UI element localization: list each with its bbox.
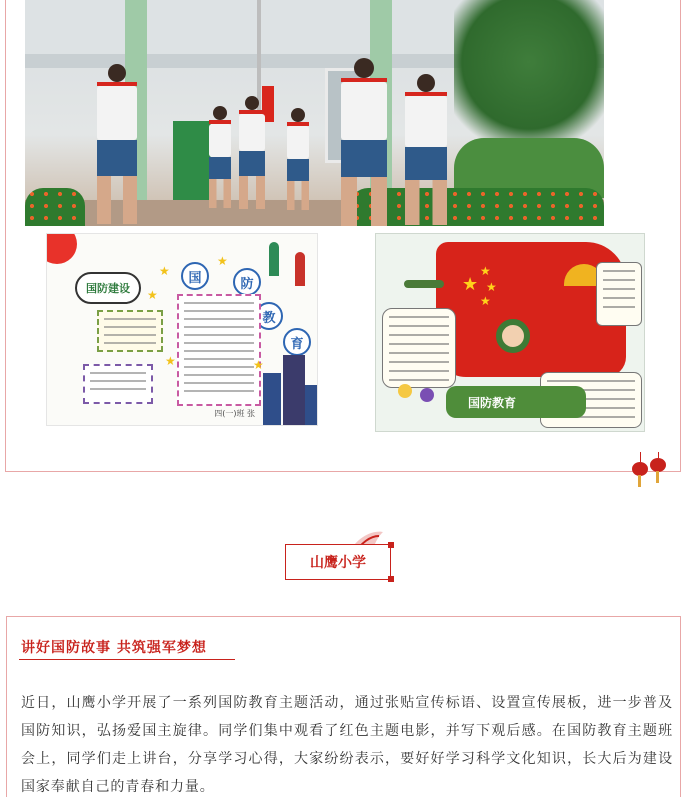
school-name: 山鹰小学: [285, 544, 391, 580]
sun-drawing: [46, 233, 77, 264]
star-icon: ★: [253, 358, 264, 372]
tank-label: 国防教育: [468, 396, 517, 410]
poster-text-box: [382, 308, 456, 388]
student: [287, 108, 309, 206]
star-icon: ★: [480, 264, 491, 278]
building-drawing: [263, 373, 281, 425]
poster-bubble: 教: [255, 302, 283, 330]
poster-bubble: 国: [181, 262, 209, 290]
poster-text-box: [97, 310, 163, 352]
poster-bubble: 育: [283, 328, 311, 356]
article-heading: 讲好国防故事 共筑强军梦想: [21, 640, 207, 656]
building-drawing: [305, 385, 318, 425]
green-door: [173, 121, 211, 201]
poster-text-box: [177, 294, 261, 406]
star-icon: ★: [217, 254, 228, 268]
student: [239, 96, 265, 206]
poster-text-box: [83, 364, 153, 404]
star-icon: ★: [480, 294, 491, 308]
poster-signature: 四(一)班 张: [214, 409, 255, 418]
defense-poster-left[interactable]: [46, 233, 318, 426]
flower-drawing: [420, 388, 434, 402]
building-drawing: [283, 355, 305, 425]
article-card: [6, 616, 681, 797]
flower-bed: [25, 188, 85, 226]
star-icon: ★: [486, 280, 497, 294]
student-speaker: [341, 58, 387, 226]
rocket-drawing: [295, 252, 305, 286]
student: [209, 106, 231, 204]
star-icon: ★: [462, 274, 479, 295]
photo-card: [5, 0, 681, 472]
defense-poster-right[interactable]: [375, 233, 645, 432]
lantern-icon: [632, 462, 648, 476]
rocket-drawing: [269, 242, 279, 276]
poster-bubble: 防: [233, 268, 261, 296]
school-label: [285, 526, 395, 582]
student-speaker: [405, 74, 447, 224]
plane-drawing: [404, 280, 444, 288]
star-icon: ★: [165, 354, 176, 368]
corner-mark: [388, 542, 394, 548]
flower-drawing: [398, 384, 412, 398]
star-icon: ★: [147, 288, 158, 302]
heading-underline: [19, 659, 235, 660]
star-icon: ★: [159, 264, 170, 278]
flower-bed: [350, 188, 604, 226]
poster-title: 国防建设: [75, 272, 141, 304]
corner-mark: [388, 576, 394, 582]
lantern-decoration: [622, 452, 672, 502]
flag-ceremony-photo[interactable]: [25, 0, 604, 226]
tree: [454, 0, 604, 158]
lantern-icon: [650, 458, 666, 472]
soldier-drawing: [496, 319, 530, 353]
article-paragraph: 近日，山鹰小学开展了一系列国防教育主题活动，通过张贴宣传标语、设置宣传展板，进一步普及国防知识，弘扬爱国主旋律。同学们集中观看了红色主题电影，并写下观后感。在国防教育主题班会上，同学们走上讲台，分享学习心得，大家纷纷表示，要好好学习科学文化知识，长大后为建设国家奉献自己的青春和力量。: [21, 695, 673, 795]
poster-text-box: [596, 262, 642, 326]
student: [97, 64, 137, 224]
